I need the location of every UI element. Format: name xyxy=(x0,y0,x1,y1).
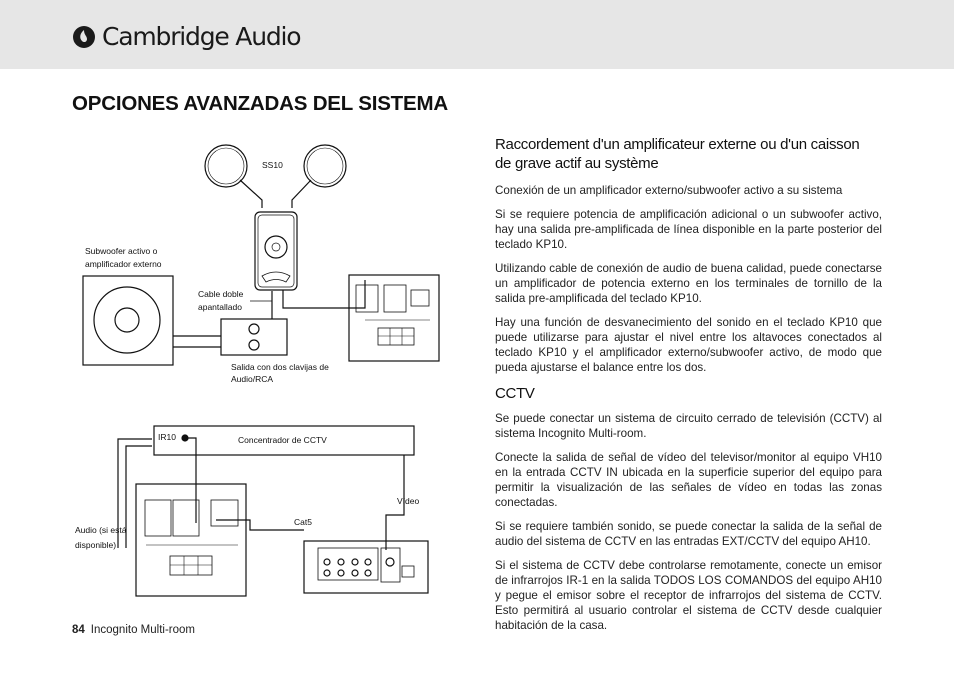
cable-label-line2: apantallado xyxy=(198,302,242,312)
section1-paragraph-3: Utilizando cable de conexión de audio de buena calidad, puede conectarse un amplificador de potencia externo en los terminales de tornillo de la salida pre-amplificada del teclado KP10. xyxy=(495,262,882,305)
cable-label-line1: Cable doble xyxy=(198,289,244,299)
cat5-label: Cat5 xyxy=(294,517,312,527)
section2-paragraph-4: Si el sistema de CCTV debe controlarse remotamente, conecte un emisor de infrarrojos IR-1 en la salida TODOS LOS COMANDOS del equipo AH10 y pegue el emisor sobre el receptor de infrarrojos del sistema de CCTV. Esto permitirá al usuario controlar el sistema de CCTV desde cualquier habitación de la casa. xyxy=(495,559,882,632)
section1-paragraph-1: Conexión de un amplificador externo/subwoofer activo a su sistema xyxy=(495,184,843,197)
audio-hub-top xyxy=(349,275,439,361)
audio-hub-bottom xyxy=(136,484,246,596)
brand-name: Cambridge Audio xyxy=(102,22,301,51)
section1-paragraph-2: Si se requiere potencia de amplificación adicional o un subwoofer activo, hay una salida pre-amplificada de línea disponible en la parte posterior del teclado KP10. xyxy=(495,208,882,251)
page-footer xyxy=(72,624,195,636)
section2-paragraph-1: Se puede conectar un sistema de circuito cerrado de televisión (CCTV) al sistema Incognito Multi-room. xyxy=(495,412,882,440)
rca-label-line1: Salida con dos clavijas de xyxy=(231,362,329,372)
section2-heading: CCTV xyxy=(495,385,535,402)
subwoofer-label-line1: Subwoofer activo o xyxy=(85,246,158,256)
section-external-amplifier xyxy=(495,135,882,633)
ss10-label: SS10 xyxy=(262,160,283,170)
audio-label-line1: Audio (si está xyxy=(75,525,127,535)
page-number: 84 xyxy=(72,624,85,636)
subwoofer-label-line2: amplificador externo xyxy=(85,259,162,269)
section1-heading-line1: Raccordement d'un amplificateur externe ou d'un caisson xyxy=(495,136,860,153)
section1-heading-line2: de grave actif au système xyxy=(495,155,659,172)
ir10-label: IR10 xyxy=(158,432,176,442)
video-label: Vídeo xyxy=(397,496,420,506)
section2-paragraph-3: Si se requiere también sonido, se puede conectar la salida de la señal de audio del sistema de CCTV en las entradas EXT/CCTV del equipo AH10. xyxy=(495,520,882,548)
rca-label-line2: Audio/RCA xyxy=(231,374,274,384)
section1-paragraph-4: Hay una función de desvanecimiento del sonido en el teclado KP10 que puede utilizarse para ajustar el nivel entre los altavoces conectados al teclado KP10 y el amplificador externo/subwoofer activo, de modo que pueda ajustarse el balance entre los dos. xyxy=(495,316,882,374)
cctv-hub-label: Concentrador de CCTV xyxy=(238,435,327,445)
audio-label-line2: disponible) xyxy=(75,540,117,550)
video-hub xyxy=(304,541,428,593)
section2-paragraph-2: Conecte la salida de señal de vídeo del televisor/monitor al equipo VH10 en la entrada CCTV IN ubicada en la superficie superior del equipo para permitir la visualización de las señales de vídeo en todas las zonas conectadas. xyxy=(495,451,882,509)
footer-product: Incognito Multi-room xyxy=(90,624,195,636)
page-title: OPCIONES AVANZADAS DEL SISTEMA xyxy=(72,92,448,115)
